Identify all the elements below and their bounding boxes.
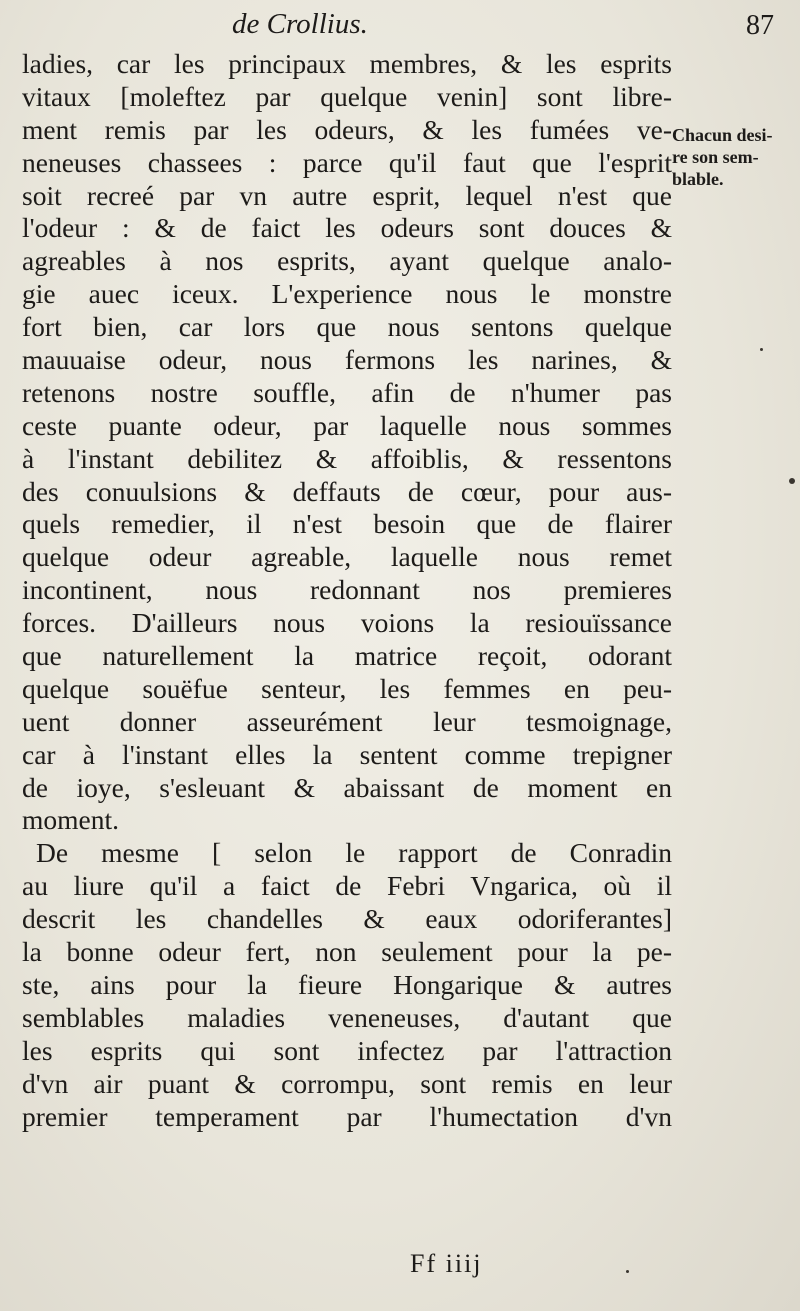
text-line: quelque odeur agreable, laquelle nous remet [22,541,672,573]
running-title: de Crollius. [232,8,368,40]
text-line: ment remis par les odeurs, & les fumées ve- [22,113,672,145]
text-line: ste, ains pour la fieure Hongarique & autres [22,968,672,1000]
body-text [22,48,672,1133]
text-line: fort bien, car lors que nous sentons quelque [22,311,672,343]
text-line: les esprits qui sont infectez par l'attraction [22,1034,672,1066]
text-line: incontinent, nous redonnant nos premieres [22,574,672,606]
margin-note-line: blable. [672,169,724,189]
text-line: forces. D'ailleurs nous voions la resiouïssance [22,607,672,639]
text-line: premier temperament par l'humectation d'vn [22,1100,672,1132]
text-line: car à l'instant elles la sentent comme trepigner [22,738,672,770]
text-line: uent donner asseurément leur tesmoignage, [22,705,672,737]
text-line: neneuses chassees : parce qu'il faut que l'esprit [22,146,672,178]
ink-speck [789,478,795,484]
page-number: 87 [746,10,774,41]
text-line: des conuulsions & deffauts de cœur, pour aus- [22,475,672,507]
text-line: moment. [22,804,120,836]
text-line: soit recreé par vn autre esprit, lequel n'est que [22,179,672,211]
text-line: semblables maladies veneneuses, d'autant que [22,1001,672,1033]
text-line: ceste puante odeur, par laquelle nous sommes [22,409,672,441]
text-line: ladies, car les principaux membres, & les esprits [22,48,672,79]
text-line: De mesme [ selon le rapport de Conradin [36,837,672,869]
text-line: quelque souëfue senteur, les femmes en peu- [22,672,672,704]
margin-note-line: re son sem- [672,147,759,167]
text-line: d'vn air puant & corrompu, sont remis en leur [22,1067,672,1099]
signature-mark: Ff iiij [410,1249,483,1278]
ink-speck [760,348,763,351]
text-line: la bonne odeur fert, non seulement pour la pe- [22,936,672,968]
text-line: au liure qu'il a faict de Febri Vngarica, où il [22,870,672,902]
margin-note [672,124,800,190]
text-line: gie auec iceux. L'experience nous le monstre [22,278,672,310]
margin-note-line: Chacun desi- [672,125,773,145]
text-line: de ioye, s'esleuant & abaissant de moment en [22,771,672,803]
text-line: agreables à nos esprits, ayant quelque analo- [22,245,672,277]
text-line: quels remedier, il n'est besoin que de flairer [22,508,672,540]
text-line: l'odeur : & de faict les odeurs sont douces & [22,212,672,244]
text-line: retenons nostre souffle, afin de n'humer pas [22,376,672,408]
text-line: que naturellement la matrice reçoit, odorant [22,640,672,672]
text-line: descrit les chandelles & eaux odoriferantes] [22,903,672,935]
text-line: vitaux [moleftez par quelque venin] sont libre- [22,80,672,112]
text-line: à l'instant debilitez & affoiblis, & ressentons [22,442,672,474]
ink-speck [626,1270,629,1273]
page-header [0,4,800,44]
text-line: mauuaise odeur, nous fermons les narines, & [22,344,672,376]
